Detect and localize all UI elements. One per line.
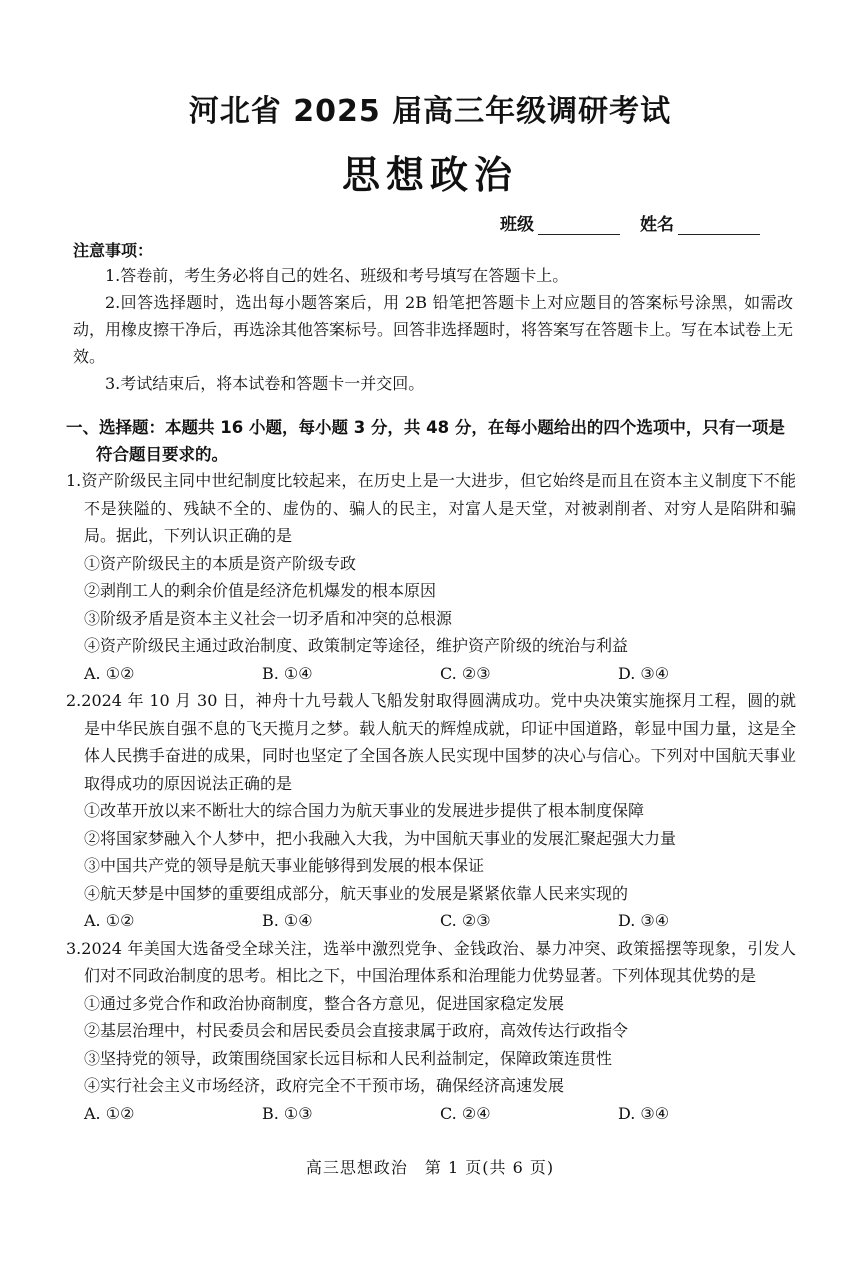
question-3 xyxy=(66,935,796,1128)
notes-list xyxy=(73,262,793,397)
choice-d: D. ③④ xyxy=(618,1103,670,1123)
statement-option: ④资产阶级民主通过政治制度、政策制定等途径，维护资产阶级的统治与利益 xyxy=(84,636,629,655)
choice-d: D. ③④ xyxy=(618,663,670,683)
choice-b: B. ①④ xyxy=(262,663,313,683)
choice-a: A. ①② xyxy=(84,1103,135,1123)
question-list xyxy=(66,467,796,1127)
note-item: 1.答卷前，考生务必将自己的姓名、班级和考号填写在答题卡上。 xyxy=(105,266,569,285)
note-item: 3.考试结束后，将本试卷和答题卡一并交回。 xyxy=(105,374,425,393)
statement-option: ③阶级矛盾是资本主义社会一切矛盾和冲突的总根源 xyxy=(84,608,453,628)
name-blank xyxy=(678,218,760,235)
statement-option: ①资产阶级民主的本质是资产阶级专政 xyxy=(84,553,357,573)
question-2 xyxy=(66,687,796,935)
exam-subject: 思想政治 xyxy=(341,153,518,197)
class-blank xyxy=(538,218,620,235)
choice-c: C. ②④ xyxy=(440,1103,491,1123)
page-footer: 高三思想政治 第 1 页(共 6 页) xyxy=(305,1158,555,1177)
exam-title: 河北省 2025 届高三年级调研考试 xyxy=(188,94,672,129)
choice-b: B. ①③ xyxy=(262,1103,313,1123)
answer-choices xyxy=(66,907,796,935)
choice-a: A. ①② xyxy=(84,911,135,930)
choice-d: D. ③④ xyxy=(618,911,670,930)
note-item: 2.回答选择题时，选出每小题答案后，用 2B 铅笔把答题卡上对应题目的答案标号涂黑，如需改动，用橡皮擦干净后，再选涂其他答案标号。回答非选择题时，将答案写在答题卡上。写在本试卷上无效。 xyxy=(73,293,794,366)
statement-option: ④实行社会主义市场经济，政府完全不干预市场，确保经济高速发展 xyxy=(84,1076,565,1095)
section-heading: 一、选择题：本题共 16 小题，每小题 3 分，共 48 分，在每小题给出的四个选项中，只有一项是符合题目要求的。 xyxy=(66,418,785,464)
question-stem: 2.2024 年 10 月 30 日，神舟十九号载人飞船发射取得圆满成功。党中央决策实施探月工程，圆的就是中华民族自强不息的飞天揽月之梦。载人航天的辉煌成就，印证中国道路，彰显中国力量，这是全体人民携手奋进的成果，同时也坚定了全国各族人民实现中国梦的决心与信心。下列对中国航天事业取得成功的原因说法正确的是 xyxy=(66,691,796,793)
name-label: 姓名 xyxy=(640,215,674,235)
question-stem: 1.资产阶级民主同中世纪制度比较起来，在历史上是一大进步，但它始终是而且在资本主义制度下不能不是狭隘的、残缺不全的、虚伪的、骗人的民主，对富人是天堂，对被剥削者、对穷人是陷阱和骗局。据此，下列认识正确的是 xyxy=(66,471,796,545)
statement-option: ①通过多党合作和政治协商制度，整合各方意见，促进国家稳定发展 xyxy=(84,993,565,1013)
question-1 xyxy=(66,467,796,687)
statement-option: ②将国家梦融入个人梦中，把小我融入大我，为中国航天事业的发展汇聚起强大力量 xyxy=(84,828,677,848)
choice-a: A. ①② xyxy=(84,663,135,683)
class-label: 班级 xyxy=(500,215,534,235)
statement-option: ②剥削工人的剩余价值是经济危机爆发的根本原因 xyxy=(84,581,437,600)
statement-option: ③坚持党的领导，政策围绕国家长远目标和人民利益制定，保障政策连贯性 xyxy=(84,1048,613,1068)
statement-option: ③中国共产党的领导是航天事业能够得到发展的根本保证 xyxy=(84,856,485,875)
answer-choices xyxy=(66,1100,796,1128)
statement-option: ②基层治理中，村民委员会和居民委员会直接隶属于政府，高效传达行政指令 xyxy=(84,1021,629,1040)
question-stem: 3.2024 年美国大选备受全球关注，选举中激烈党争、金钱政治、暴力冲突、政策摇摆等现象，引发人们对不同政治制度的思考。相比之下，中国治理体系和治理能力优势显著。下列体现其优势的是 xyxy=(66,938,796,985)
student-info-fields xyxy=(500,210,800,235)
choice-b: B. ①④ xyxy=(262,911,313,930)
statement-option: ①改革开放以来不断壮大的综合国力为航天事业的发展进步提供了根本制度保障 xyxy=(84,801,645,820)
answer-choices xyxy=(66,660,796,688)
statement-option: ④航天梦是中国梦的重要组成部分，航天事业的发展是紧紧依靠人民来实现的 xyxy=(84,883,629,903)
notes-title: 注意事项： xyxy=(73,241,154,260)
choice-c: C. ②③ xyxy=(440,911,491,930)
choice-c: C. ②③ xyxy=(440,663,491,683)
